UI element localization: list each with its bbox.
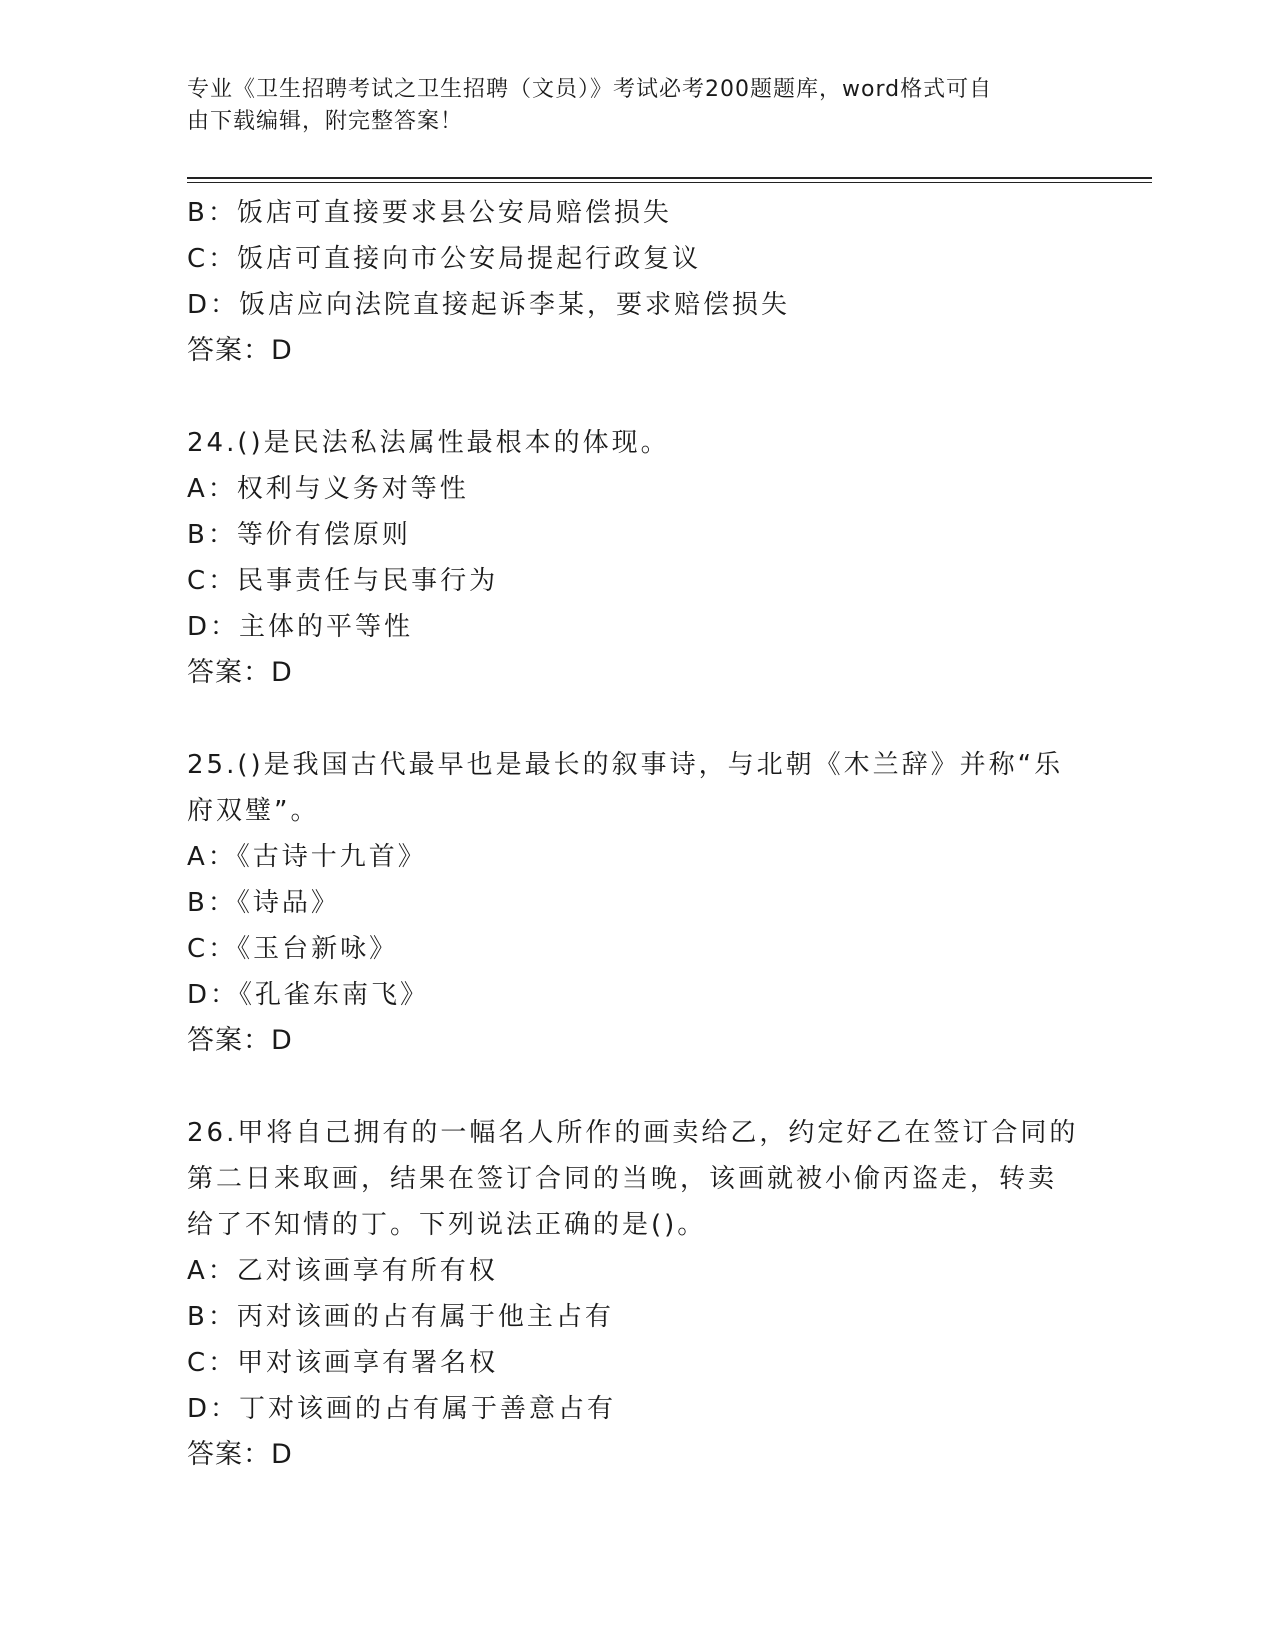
question-stem-line-2: 府双璧”。 [187, 796, 320, 826]
header-line-1: 专业《卫生招聘考试之卫生招聘（文员）》考试必考200题题库，word格式可自 [187, 77, 993, 102]
question-stem-line-1: 25.()是我国古代最早也是最长的叙事诗，与北朝《木兰辞》并称“乐 [187, 750, 1064, 780]
option-a: A：《古诗十九首》 [187, 842, 427, 872]
option-c: C：饭店可直接向市公安局提起行政复议 [187, 244, 702, 274]
option-d: D：饭店应向法院直接起诉李某，要求赔偿损失 [187, 290, 791, 320]
header-line-2: 由下载编辑，附完整答案！ [187, 109, 464, 134]
option-b: B：饭店可直接要求县公安局赔偿损失 [187, 198, 672, 228]
option-d: D：丁对该画的占有属于善意占有 [187, 1394, 617, 1424]
question-stem-line-2: 第二日来取画，结果在签订合同的当晚，该画就被小偷丙盗走，转卖 [187, 1164, 1058, 1194]
question-stem-line-1: 26.甲将自己拥有的一幅名人所作的画卖给乙，约定好乙在签订合同的 [187, 1118, 1079, 1148]
option-d: D：主体的平等性 [187, 612, 414, 642]
option-c: C：民事责任与民事行为 [187, 566, 499, 596]
question-list [187, 190, 1087, 1478]
option-b: B：等价有偿原则 [187, 520, 411, 550]
question-24 [187, 420, 1087, 696]
question-23 [187, 190, 1087, 374]
question-26 [187, 1110, 1087, 1478]
answer-line: 答案：D [187, 657, 293, 688]
option-c: C：甲对该画享有署名权 [187, 1348, 499, 1378]
option-d: D：《孔雀东南飞》 [187, 980, 430, 1010]
answer-line: 答案：D [187, 1025, 293, 1056]
question-25 [187, 742, 1087, 1064]
option-b: B：丙对该画的占有属于他主占有 [187, 1302, 614, 1332]
document-header [187, 74, 1087, 138]
header-divider-thick [187, 177, 1152, 179]
option-b: B：《诗品》 [187, 888, 340, 918]
question-stem-line-3: 给了不知情的丁。下列说法正确的是()。 [187, 1210, 707, 1240]
option-a: A：权利与义务对等性 [187, 474, 469, 504]
option-a: A：乙对该画享有所有权 [187, 1256, 498, 1286]
header-divider-thin [187, 182, 1152, 183]
option-c: C：《玉台新咏》 [187, 934, 399, 964]
question-stem: 24.()是民法私法属性最根本的体现。 [187, 428, 670, 458]
answer-line: 答案：D [187, 335, 293, 366]
answer-line: 答案：D [187, 1439, 293, 1470]
